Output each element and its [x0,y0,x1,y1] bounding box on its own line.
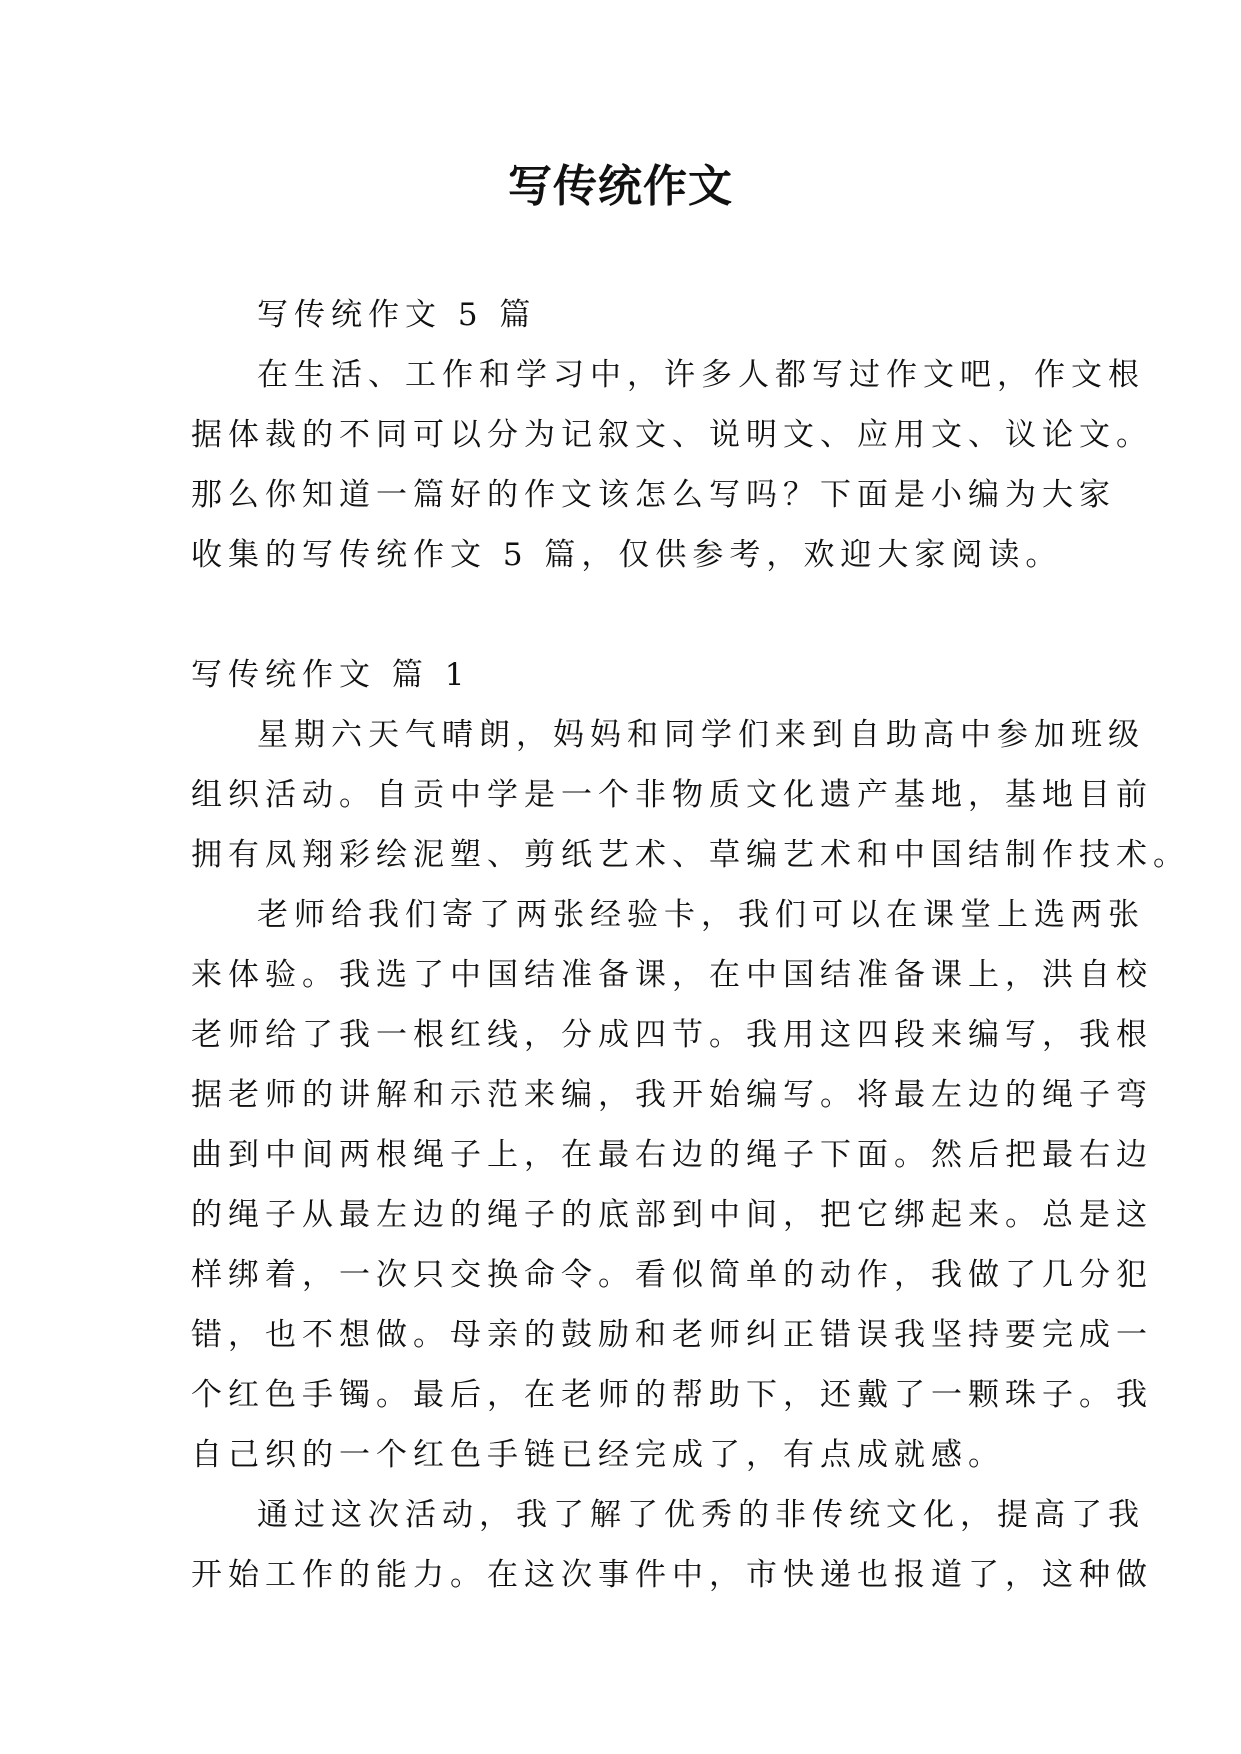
text-line: 错，也不想做。母亲的鼓励和老师纠正错误我坚持要完成一 [191,1317,1153,1353]
spacer [191,585,1071,645]
text-line: 的绳子从最左边的绳子的底部到中间，把它绑起来。总是这 [191,1197,1153,1233]
text-line: 组织活动。自贡中学是一个非物质文化遗产基地，基地目前 [191,777,1153,813]
text-line: 据老师的讲解和示范来编，我开始编写。将最左边的绳子弯 [191,1077,1153,1113]
document-body [191,285,1190,1605]
section-heading: 写传统作文 篇 1 [191,657,471,693]
text-line: 在生活、工作和学习中，许多人都写过作文吧，作文根 [257,357,1145,393]
text-line: 拥有凤翔彩绘泥塑、剪纸艺术、草编艺术和中国结制作技术。 [191,837,1190,873]
text-line: 曲到中间两根绳子上，在最右边的绳子下面。然后把最右边 [191,1137,1153,1173]
text-line: 来体验。我选了中国结准备课，在中国结准备课上，洪自校 [191,957,1153,993]
text-line: 那么你知道一篇好的作文该怎么写吗？下面是小编为大家 [191,477,1116,513]
paragraph-2 [191,885,1153,1485]
text-line: 开始工作的能力。在这次事件中，市快递也报道了，这种做 [191,1557,1153,1593]
text-line: 老师给我们寄了两张经验卡，我们可以在课堂上选两张 [257,897,1145,933]
paragraph-3 [191,1485,1153,1605]
document-title: 写传统作文 [508,161,733,212]
paragraph-1 [191,705,1190,885]
text-line: 个红色手镯。最后，在老师的帮助下，还戴了一颗珠子。我 [191,1377,1153,1413]
text-line: 样绑着，一次只交换命令。看似简单的动作，我做了几分犯 [191,1257,1153,1293]
subtitle: 写传统作文 5 篇 [257,297,537,333]
intro-paragraph [191,345,1153,585]
text-line: 据体裁的不同可以分为记叙文、说明文、应用文、议论文。 [191,417,1153,453]
text-line: 自己织的一个红色手链已经完成了，有点成就感。 [191,1437,1005,1473]
text-line: 通过这次活动，我了解了优秀的非传统文化，提高了我 [257,1497,1145,1533]
text-line: 星期六天气晴朗，妈妈和同学们来到自助高中参加班级 [257,717,1145,753]
text-line: 老师给了我一根红线，分成四节。我用这四段来编写，我根 [191,1017,1153,1053]
text-line: 收集的写传统作文 5 篇，仅供参考，欢迎大家阅读。 [191,537,1063,573]
